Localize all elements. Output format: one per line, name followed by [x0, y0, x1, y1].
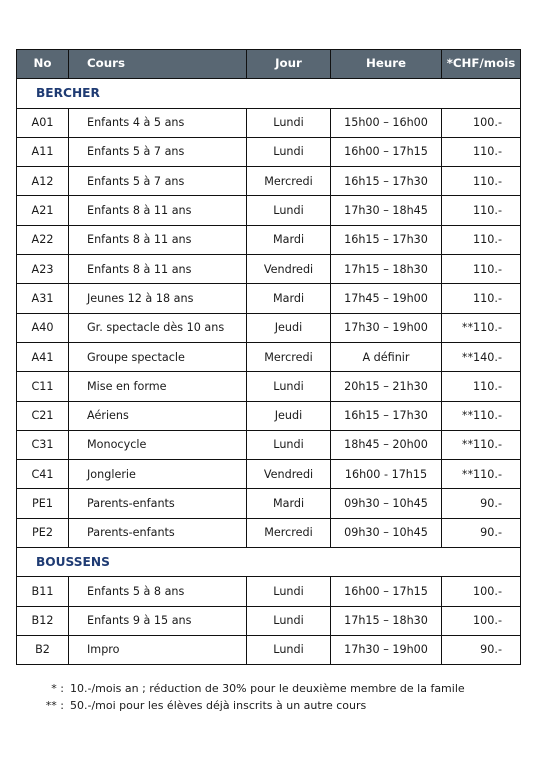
cell-day: Lundi — [247, 577, 331, 606]
table-row — [17, 372, 521, 401]
cell-price: 90.- — [442, 518, 521, 547]
cell-course: Enfants 8 à 11 ans — [69, 196, 247, 225]
cell-day: Mardi — [247, 489, 331, 518]
cell-hour: 17h30 – 19h00 — [331, 313, 442, 342]
cell-course: Enfants 5 à 7 ans — [69, 137, 247, 166]
cell-day: Vendredi — [247, 460, 331, 489]
table-row — [17, 606, 521, 635]
course-schedule-table — [16, 49, 521, 665]
cell-hour: 16h00 – 17h15 — [331, 137, 442, 166]
cell-hour: 16h00 - 17h15 — [331, 460, 442, 489]
cell-hour: 16h15 – 17h30 — [331, 225, 442, 254]
cell-price: **110.- — [442, 401, 521, 430]
footnote-text: 50.-/moi pour les élèves déjà inscrits à un autre cours — [70, 699, 367, 712]
table-row — [17, 167, 521, 196]
cell-day: Mercredi — [247, 518, 331, 547]
cell-no: C11 — [17, 372, 69, 401]
cell-price: 110.- — [442, 196, 521, 225]
cell-price: 100.- — [442, 577, 521, 606]
cell-course: Enfants 9 à 15 ans — [69, 606, 247, 635]
cell-course: Aériens — [69, 401, 247, 430]
cell-hour: 09h30 – 10h45 — [331, 518, 442, 547]
cell-no: A31 — [17, 284, 69, 313]
header-hour: Heure — [331, 50, 442, 79]
cell-hour: 15h00 – 16h00 — [331, 108, 442, 137]
cell-no: C31 — [17, 430, 69, 459]
cell-hour: 17h15 – 18h30 — [331, 255, 442, 284]
cell-hour: 20h15 – 21h30 — [331, 372, 442, 401]
cell-no: PE2 — [17, 518, 69, 547]
cell-no: A21 — [17, 196, 69, 225]
footnote-mark: * : — [51, 682, 64, 695]
footnote-mark: ** : — [45, 699, 64, 712]
table-row — [17, 460, 521, 489]
cell-no: A11 — [17, 137, 69, 166]
footnote-text: 10.-/mois an ; réduction de 30% pour le deuxième membre de la famile — [70, 682, 465, 695]
cell-day: Jeudi — [247, 313, 331, 342]
section-title: BOUSSENS — [17, 548, 521, 577]
cell-day: Lundi — [247, 196, 331, 225]
cell-day: Mardi — [247, 225, 331, 254]
cell-price: **140.- — [442, 342, 521, 371]
table-body — [17, 79, 521, 665]
table-row — [17, 313, 521, 342]
cell-no: PE1 — [17, 489, 69, 518]
cell-hour: 17h15 – 18h30 — [331, 606, 442, 635]
section-row — [17, 548, 521, 577]
cell-no: C21 — [17, 401, 69, 430]
table-row — [17, 577, 521, 606]
cell-day: Jeudi — [247, 401, 331, 430]
header-course: Cours — [69, 50, 247, 79]
table-row — [17, 430, 521, 459]
cell-price: 100.- — [442, 108, 521, 137]
table-row — [17, 225, 521, 254]
cell-course: Jeunes 12 à 18 ans — [69, 284, 247, 313]
cell-course: Gr. spectacle dès 10 ans — [69, 313, 247, 342]
footnote-double-star — [44, 697, 465, 714]
cell-course: Monocycle — [69, 430, 247, 459]
table-row — [17, 108, 521, 137]
cell-day: Lundi — [247, 372, 331, 401]
table-row — [17, 342, 521, 371]
cell-hour: 09h30 – 10h45 — [331, 489, 442, 518]
cell-hour: 18h45 – 20h00 — [331, 430, 442, 459]
cell-price: 110.- — [442, 255, 521, 284]
cell-hour: 17h30 – 19h00 — [331, 635, 442, 664]
cell-price: 110.- — [442, 225, 521, 254]
cell-hour: 16h15 – 17h30 — [331, 401, 442, 430]
table-row — [17, 284, 521, 313]
footnotes — [44, 680, 465, 714]
table-row — [17, 489, 521, 518]
cell-no: C41 — [17, 460, 69, 489]
cell-day: Mercredi — [247, 342, 331, 371]
cell-day: Lundi — [247, 108, 331, 137]
cell-price: 110.- — [442, 372, 521, 401]
cell-day: Lundi — [247, 635, 331, 664]
cell-day: Lundi — [247, 137, 331, 166]
cell-hour: 17h30 – 18h45 — [331, 196, 442, 225]
table-header-row — [17, 50, 521, 79]
cell-price: **110.- — [442, 313, 521, 342]
table-row — [17, 518, 521, 547]
cell-course: Jonglerie — [69, 460, 247, 489]
table-row — [17, 255, 521, 284]
cell-no: A40 — [17, 313, 69, 342]
cell-hour: 16h00 – 17h15 — [331, 577, 442, 606]
cell-day: Vendredi — [247, 255, 331, 284]
cell-price: **110.- — [442, 460, 521, 489]
cell-hour: A définir — [331, 342, 442, 371]
cell-price: 90.- — [442, 635, 521, 664]
header-price: *CHF/mois — [442, 50, 521, 79]
section-title: BERCHER — [17, 79, 521, 108]
cell-price: **110.- — [442, 430, 521, 459]
cell-course: Enfants 5 à 7 ans — [69, 167, 247, 196]
cell-hour: 16h15 – 17h30 — [331, 167, 442, 196]
cell-day: Lundi — [247, 430, 331, 459]
cell-no: B11 — [17, 577, 69, 606]
header-no: No — [17, 50, 69, 79]
cell-day: Mercredi — [247, 167, 331, 196]
cell-price: 90.- — [442, 489, 521, 518]
cell-no: A22 — [17, 225, 69, 254]
cell-price: 110.- — [442, 137, 521, 166]
cell-course: Enfants 5 à 8 ans — [69, 577, 247, 606]
cell-course: Enfants 8 à 11 ans — [69, 255, 247, 284]
cell-no: A23 — [17, 255, 69, 284]
cell-no: A41 — [17, 342, 69, 371]
cell-course: Impro — [69, 635, 247, 664]
cell-course: Parents-enfants — [69, 518, 247, 547]
header-day: Jour — [247, 50, 331, 79]
cell-day: Lundi — [247, 606, 331, 635]
footnote-single-star — [44, 680, 465, 697]
cell-no: A12 — [17, 167, 69, 196]
cell-no: B12 — [17, 606, 69, 635]
cell-course: Groupe spectacle — [69, 342, 247, 371]
table-row — [17, 196, 521, 225]
cell-course: Enfants 4 à 5 ans — [69, 108, 247, 137]
cell-price: 110.- — [442, 167, 521, 196]
cell-day: Mardi — [247, 284, 331, 313]
cell-course: Parents-enfants — [69, 489, 247, 518]
cell-price: 110.- — [442, 284, 521, 313]
table-row — [17, 137, 521, 166]
table-row — [17, 635, 521, 664]
cell-hour: 17h45 – 19h00 — [331, 284, 442, 313]
cell-no: A01 — [17, 108, 69, 137]
cell-course: Mise en forme — [69, 372, 247, 401]
cell-no: B2 — [17, 635, 69, 664]
cell-course: Enfants 8 à 11 ans — [69, 225, 247, 254]
table-row — [17, 401, 521, 430]
section-row — [17, 79, 521, 108]
cell-price: 100.- — [442, 606, 521, 635]
